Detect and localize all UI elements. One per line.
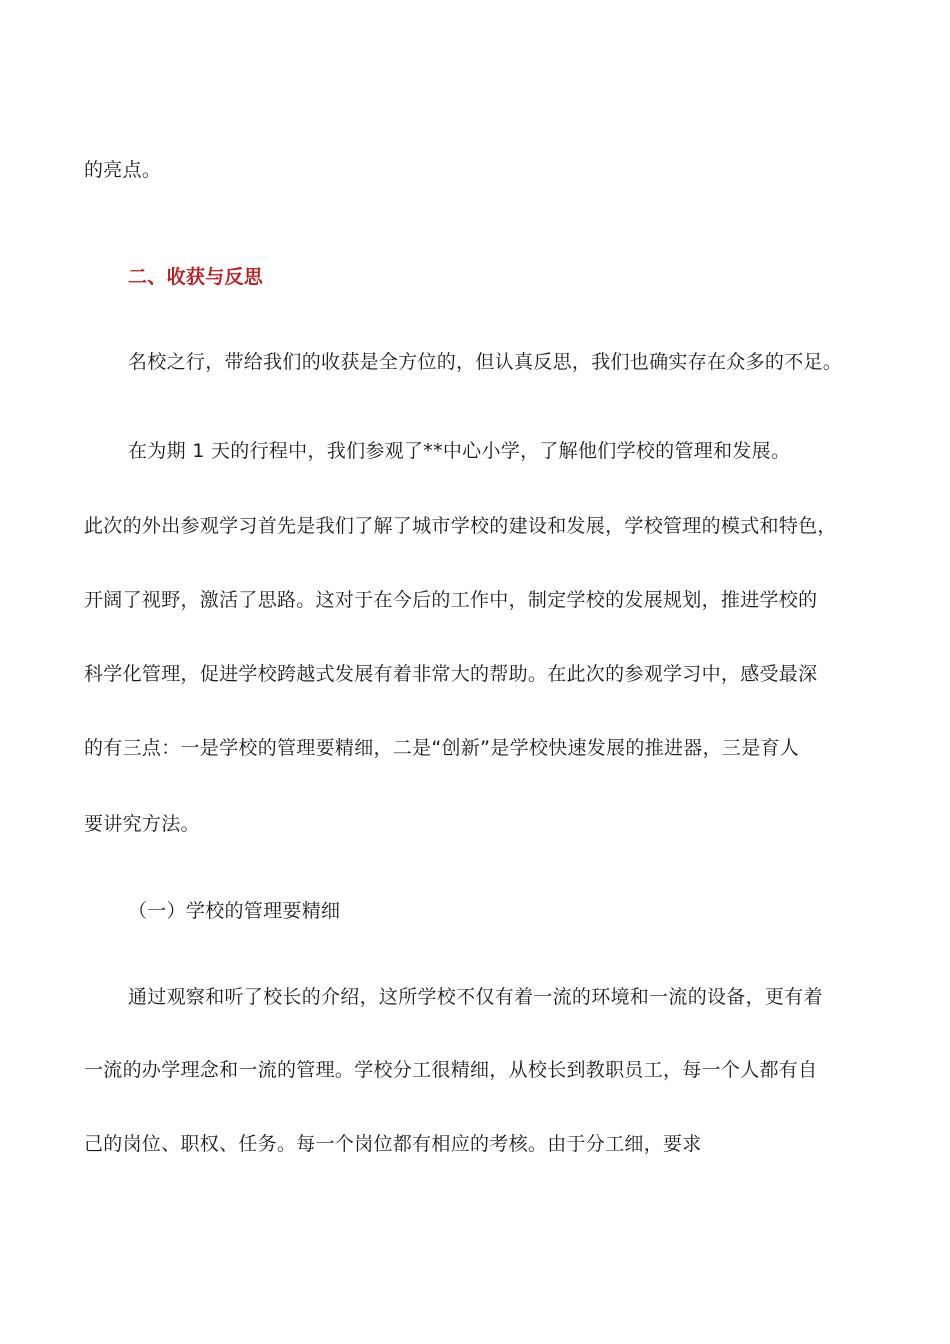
intro-paragraph: 名校之行，带给我们的收获是全方位的，但认真反思，我们也确实存在众多的不足。: [128, 351, 843, 373]
main-paragraph-line: 要讲究方法。: [84, 813, 200, 835]
main-paragraph-line: 开阔了视野，激活了思路。这对于在今后的工作中，制定学校的发展规划，推进学校的: [84, 589, 818, 611]
continuation-text: 的亮点。: [84, 159, 162, 181]
detail-paragraph-line: 己的岗位、职权、任务。每一个岗位都有相应的考核。由于分工细，要求: [84, 1133, 702, 1155]
detail-paragraph-line: 通过观察和听了校长的介绍，这所学校不仅有着一流的环境和一流的设备，更有着: [128, 986, 823, 1008]
section-heading: 二、收获与反思: [128, 266, 264, 288]
detail-paragraph-line: 一流的办学理念和一流的管理。学校分工很精细，从校长到教职员工，每一个人都有自: [84, 1059, 818, 1081]
subheading: （一）学校的管理要精细: [128, 900, 341, 922]
main-paragraph-line: 科学化管理，促进学校跨越式发展有着非常大的帮助。在此次的参观学习中，感受最深: [84, 663, 818, 685]
main-paragraph-line: 此次的外出参观学习首先是我们了解了城市学校的建设和发展，学校管理的模式和特色，: [84, 515, 837, 537]
main-paragraph-line: 的有三点：一是学校的管理要精细，二是“创新”是学校快速发展的推进器，三是育人: [84, 737, 800, 759]
trip-paragraph: 在为期 1 天的行程中，我们参观了**中心小学，了解他们学校的管理和发展。: [128, 440, 791, 462]
